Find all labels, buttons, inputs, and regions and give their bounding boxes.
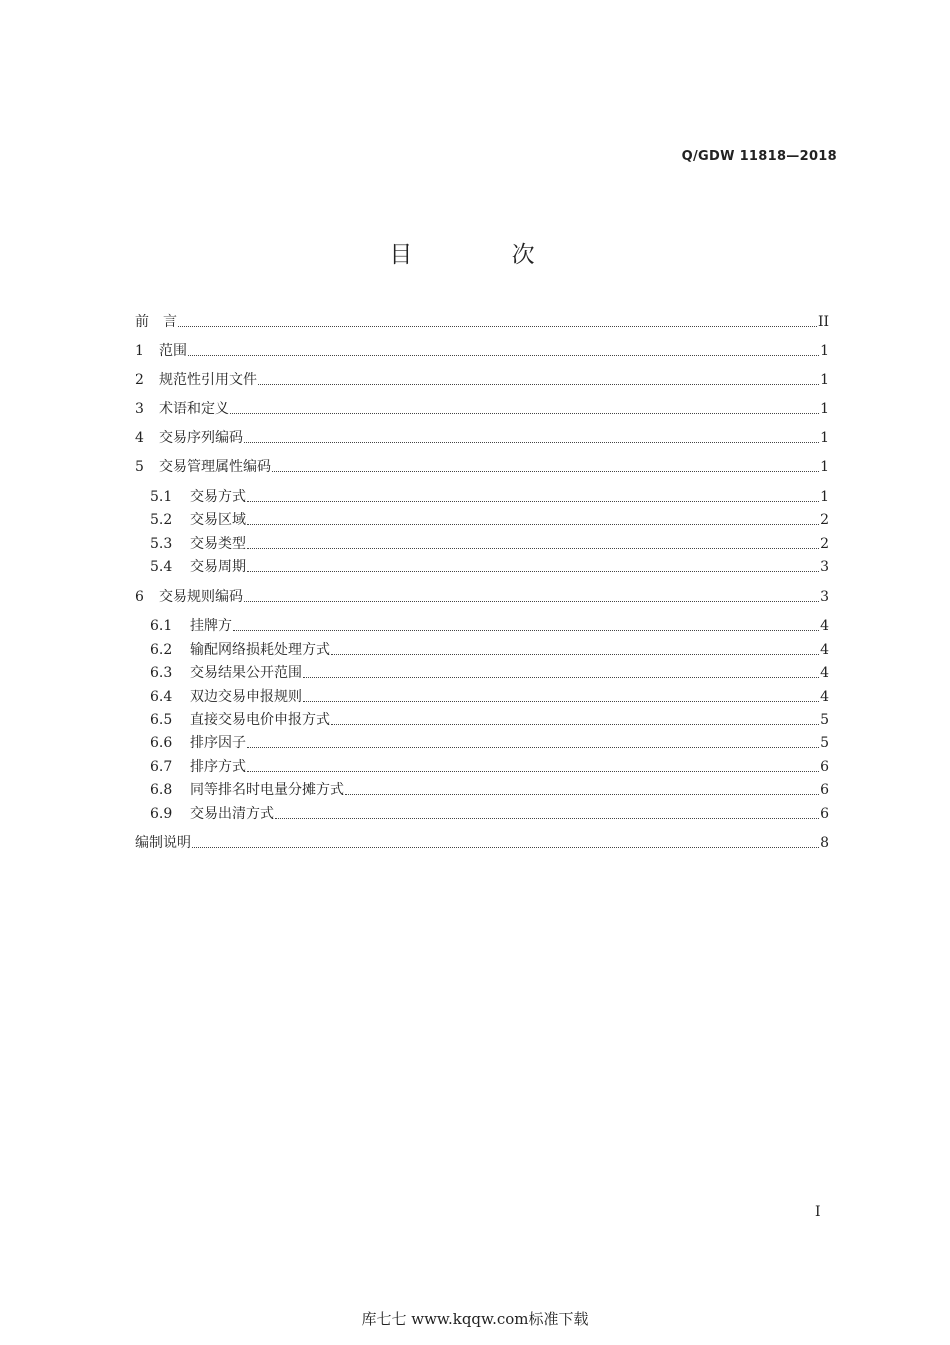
toc-entry[interactable] <box>135 399 829 419</box>
toc-entry-label: 交易出清方式 <box>190 806 274 822</box>
toc-entry-page: 5 <box>820 735 829 751</box>
toc-entry[interactable] <box>135 428 829 448</box>
toc-leader-dots <box>272 471 819 472</box>
toc-leader-dots <box>275 818 819 819</box>
toc-entry-page: 1 <box>820 459 829 475</box>
toc-entry-number: 6.6 <box>150 735 173 751</box>
toc-entry-label: 排序方式 <box>190 759 246 775</box>
toc-leader-dots <box>247 771 819 772</box>
toc-entry-number: 6.8 <box>150 782 173 798</box>
toc-entry-number: 5.2 <box>150 512 173 528</box>
toc-entry-label: 范围 <box>159 343 187 359</box>
toc-entry[interactable] <box>150 534 829 554</box>
toc-entry-label: 交易方式 <box>190 489 246 505</box>
toc-entry[interactable] <box>150 687 829 707</box>
standard-code: Q/GDW 11818—2018 <box>681 149 837 164</box>
toc-leader-dots <box>188 355 819 356</box>
toc-entry-page: 4 <box>820 642 829 658</box>
toc-entry-label: 交易规则编码 <box>159 589 243 605</box>
toc-entry-page: II <box>817 314 829 330</box>
toc-entry-page: 2 <box>820 536 829 552</box>
toc-entry[interactable] <box>150 487 829 507</box>
page-number: I <box>815 1204 821 1220</box>
toc-leader-dots <box>247 548 819 549</box>
toc-leader-dots <box>345 794 819 795</box>
toc-entry-label: 交易类型 <box>190 536 246 552</box>
toc-entry-number: 4 <box>135 430 144 446</box>
toc-leader-dots <box>247 501 819 502</box>
toc-entry-page: 4 <box>820 665 829 681</box>
toc-leader-dots <box>331 724 819 725</box>
toc-entry[interactable] <box>150 640 829 660</box>
toc-leader-dots <box>230 413 819 414</box>
toc-entry[interactable] <box>135 587 829 607</box>
toc-entry[interactable] <box>150 757 829 777</box>
toc-entry[interactable] <box>150 780 829 800</box>
toc-entry-label: 前 言 <box>135 314 177 330</box>
toc-leader-dots <box>331 654 819 655</box>
page-title: 目 次 <box>389 242 581 268</box>
toc-leader-dots <box>244 442 819 443</box>
toc-leader-dots <box>178 326 817 327</box>
toc-entry[interactable] <box>135 341 829 361</box>
toc-entry[interactable] <box>150 557 829 577</box>
toc-entry[interactable] <box>150 616 829 636</box>
toc-leader-dots <box>247 571 819 572</box>
toc-entry-number: 5.4 <box>150 559 173 575</box>
toc-entry[interactable] <box>135 833 829 853</box>
toc-entry-number: 5 <box>135 459 144 475</box>
toc-entry-label: 直接交易电价申报方式 <box>190 712 330 728</box>
toc-entry-number: 6.2 <box>150 642 173 658</box>
toc-entry[interactable] <box>135 370 829 390</box>
toc-entry-label: 交易周期 <box>190 559 246 575</box>
toc-entry[interactable] <box>135 457 829 477</box>
toc-entry-label: 交易结果公开范围 <box>190 665 302 681</box>
toc-entry-number: 5.3 <box>150 536 173 552</box>
toc-entry-label: 术语和定义 <box>159 401 229 417</box>
toc-leader-dots <box>258 384 819 385</box>
toc-entry-number: 2 <box>135 372 144 388</box>
toc-entry[interactable] <box>150 804 829 824</box>
toc-leader-dots <box>244 601 819 602</box>
toc-entry-label: 交易区域 <box>190 512 246 528</box>
toc-leader-dots <box>303 677 819 678</box>
toc-entry-label: 规范性引用文件 <box>159 372 257 388</box>
toc-entry-number: 6.1 <box>150 618 173 634</box>
toc-entry-label: 双边交易申报规则 <box>190 689 302 705</box>
footer-watermark: 库七七 www.kqqw.com标准下载 <box>361 1310 589 1328</box>
toc-leader-dots <box>303 701 819 702</box>
toc-entry[interactable] <box>150 510 829 530</box>
toc-entry-page: 6 <box>820 806 829 822</box>
toc-entry-label: 交易序列编码 <box>159 430 243 446</box>
toc-entry-page: 1 <box>820 343 829 359</box>
toc-entry-number: 5.1 <box>150 489 173 505</box>
toc-entry-label: 同等排名时电量分摊方式 <box>190 782 344 798</box>
toc-entry[interactable] <box>150 710 829 730</box>
toc-entry-page: 6 <box>820 782 829 798</box>
toc-entry-page: 4 <box>820 689 829 705</box>
toc-entry-label: 挂牌方 <box>190 618 232 634</box>
toc-entry[interactable] <box>135 312 829 332</box>
toc-entry-page: 3 <box>820 589 829 605</box>
toc-entry-page: 1 <box>820 372 829 388</box>
toc-leader-dots <box>192 847 819 848</box>
toc-entry[interactable] <box>150 663 829 683</box>
toc-entry-number: 3 <box>135 401 144 417</box>
toc-entry-page: 4 <box>820 618 829 634</box>
toc-entry-number: 6.5 <box>150 712 173 728</box>
toc-entry-number: 1 <box>135 343 144 359</box>
toc-entry-label: 交易管理属性编码 <box>159 459 271 475</box>
toc-entry-page: 1 <box>820 489 829 505</box>
toc-leader-dots <box>247 747 819 748</box>
toc-leader-dots <box>247 524 819 525</box>
toc-entry-page: 2 <box>820 512 829 528</box>
toc-entry-number: 6.3 <box>150 665 173 681</box>
toc-entry-label: 输配网络损耗处理方式 <box>190 642 330 658</box>
toc-entry-number: 6 <box>135 589 144 605</box>
toc-entry-page: 6 <box>820 759 829 775</box>
toc-entry-page: 5 <box>820 712 829 728</box>
toc-entry-page: 1 <box>820 430 829 446</box>
toc-entry-page: 3 <box>820 559 829 575</box>
toc-entry-label: 排序因子 <box>190 735 246 751</box>
toc-entry-page: 1 <box>820 401 829 417</box>
toc-leader-dots <box>233 630 819 631</box>
toc-entry-number: 6.9 <box>150 806 173 822</box>
toc-entry-number: 6.4 <box>150 689 173 705</box>
toc-entry[interactable] <box>150 733 829 753</box>
toc-entry-page: 8 <box>820 835 829 851</box>
toc-entry-label: 编制说明 <box>135 835 191 851</box>
toc-entry-number: 6.7 <box>150 759 173 775</box>
